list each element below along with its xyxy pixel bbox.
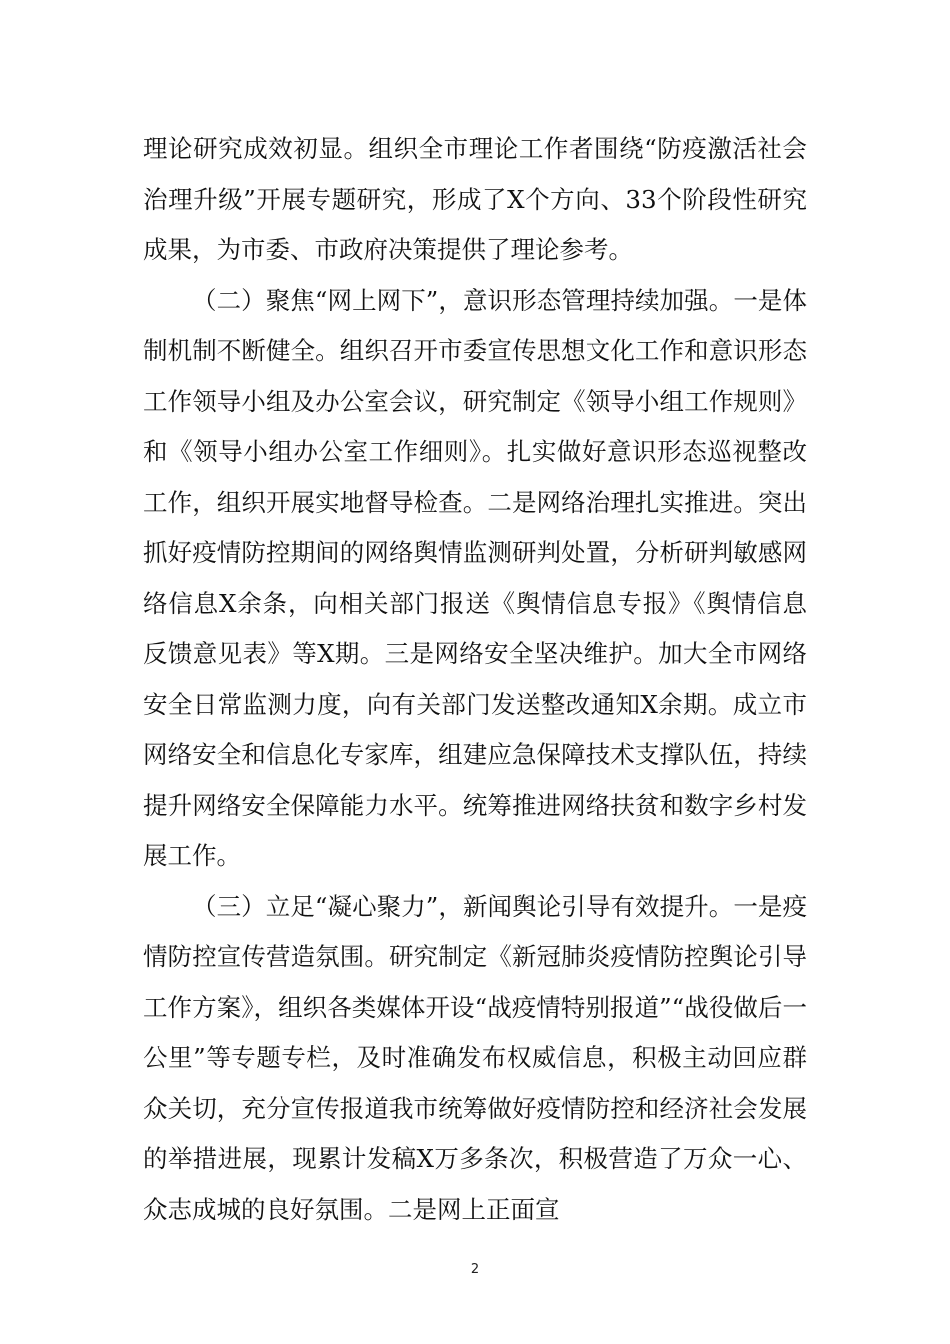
paragraph-section-two: （二）聚焦“网上网下”，意识形态管理持续加强。一是体制机制不断健全。组织召开市委宣传思想文化工作和意识形态工作领导小组及办公室会议，研究制定《领导小组工作规则》和《领导小组办公室工作细则》。扎实做好意识形态巡视整改工作，组织开展实地督导检查。二是网络治理扎实推进。突出抓好疫情防控期间的网络舆情监测研判处置，分析研判敏感网络信息X余条，向相关部门报送《舆情信息专报》《舆情信息反馈意见表》等X期。三是网络安全坚决维护。加大全市网络安全日常监测力度，向有关部门发送整改通知X余期。成立市网络安全和信息化专家库，组建应急保障技术支撑队伍，持续提升网络安全保障能力水平。统筹推进网络扶贫和数字乡村发展工作。	[143, 285, 807, 870]
paragraph-continued: 理论研究成效初显。组织全市理论工作者围绕“防疫激活社会治理升级”开展专题研究，形成了X个方向、33个阶段性研究成果，为市委、市政府决策提供了理论参考。	[143, 134, 807, 264]
document-body	[143, 124, 807, 1235]
page-number: 2	[470, 1262, 480, 1277]
paragraph-section-three: （三）立足“凝心聚力”，新闻舆论引导有效提升。一是疫情防控宣传营造氛围。研究制定《新冠肺炎疫情防控舆论引导工作方案》，组织各类媒体开设“战疫情特别报道”“战役做后一公里”等专题专栏，及时准确发布权威信息，积极主动回应群众关切，充分宣传报道我市统筹做好疫情防控和经济社会发展的举措进展，现累计发稿X万多条次，积极营造了万众一心、众志成城的良好氛围。二是网上正面宣	[143, 891, 807, 1224]
